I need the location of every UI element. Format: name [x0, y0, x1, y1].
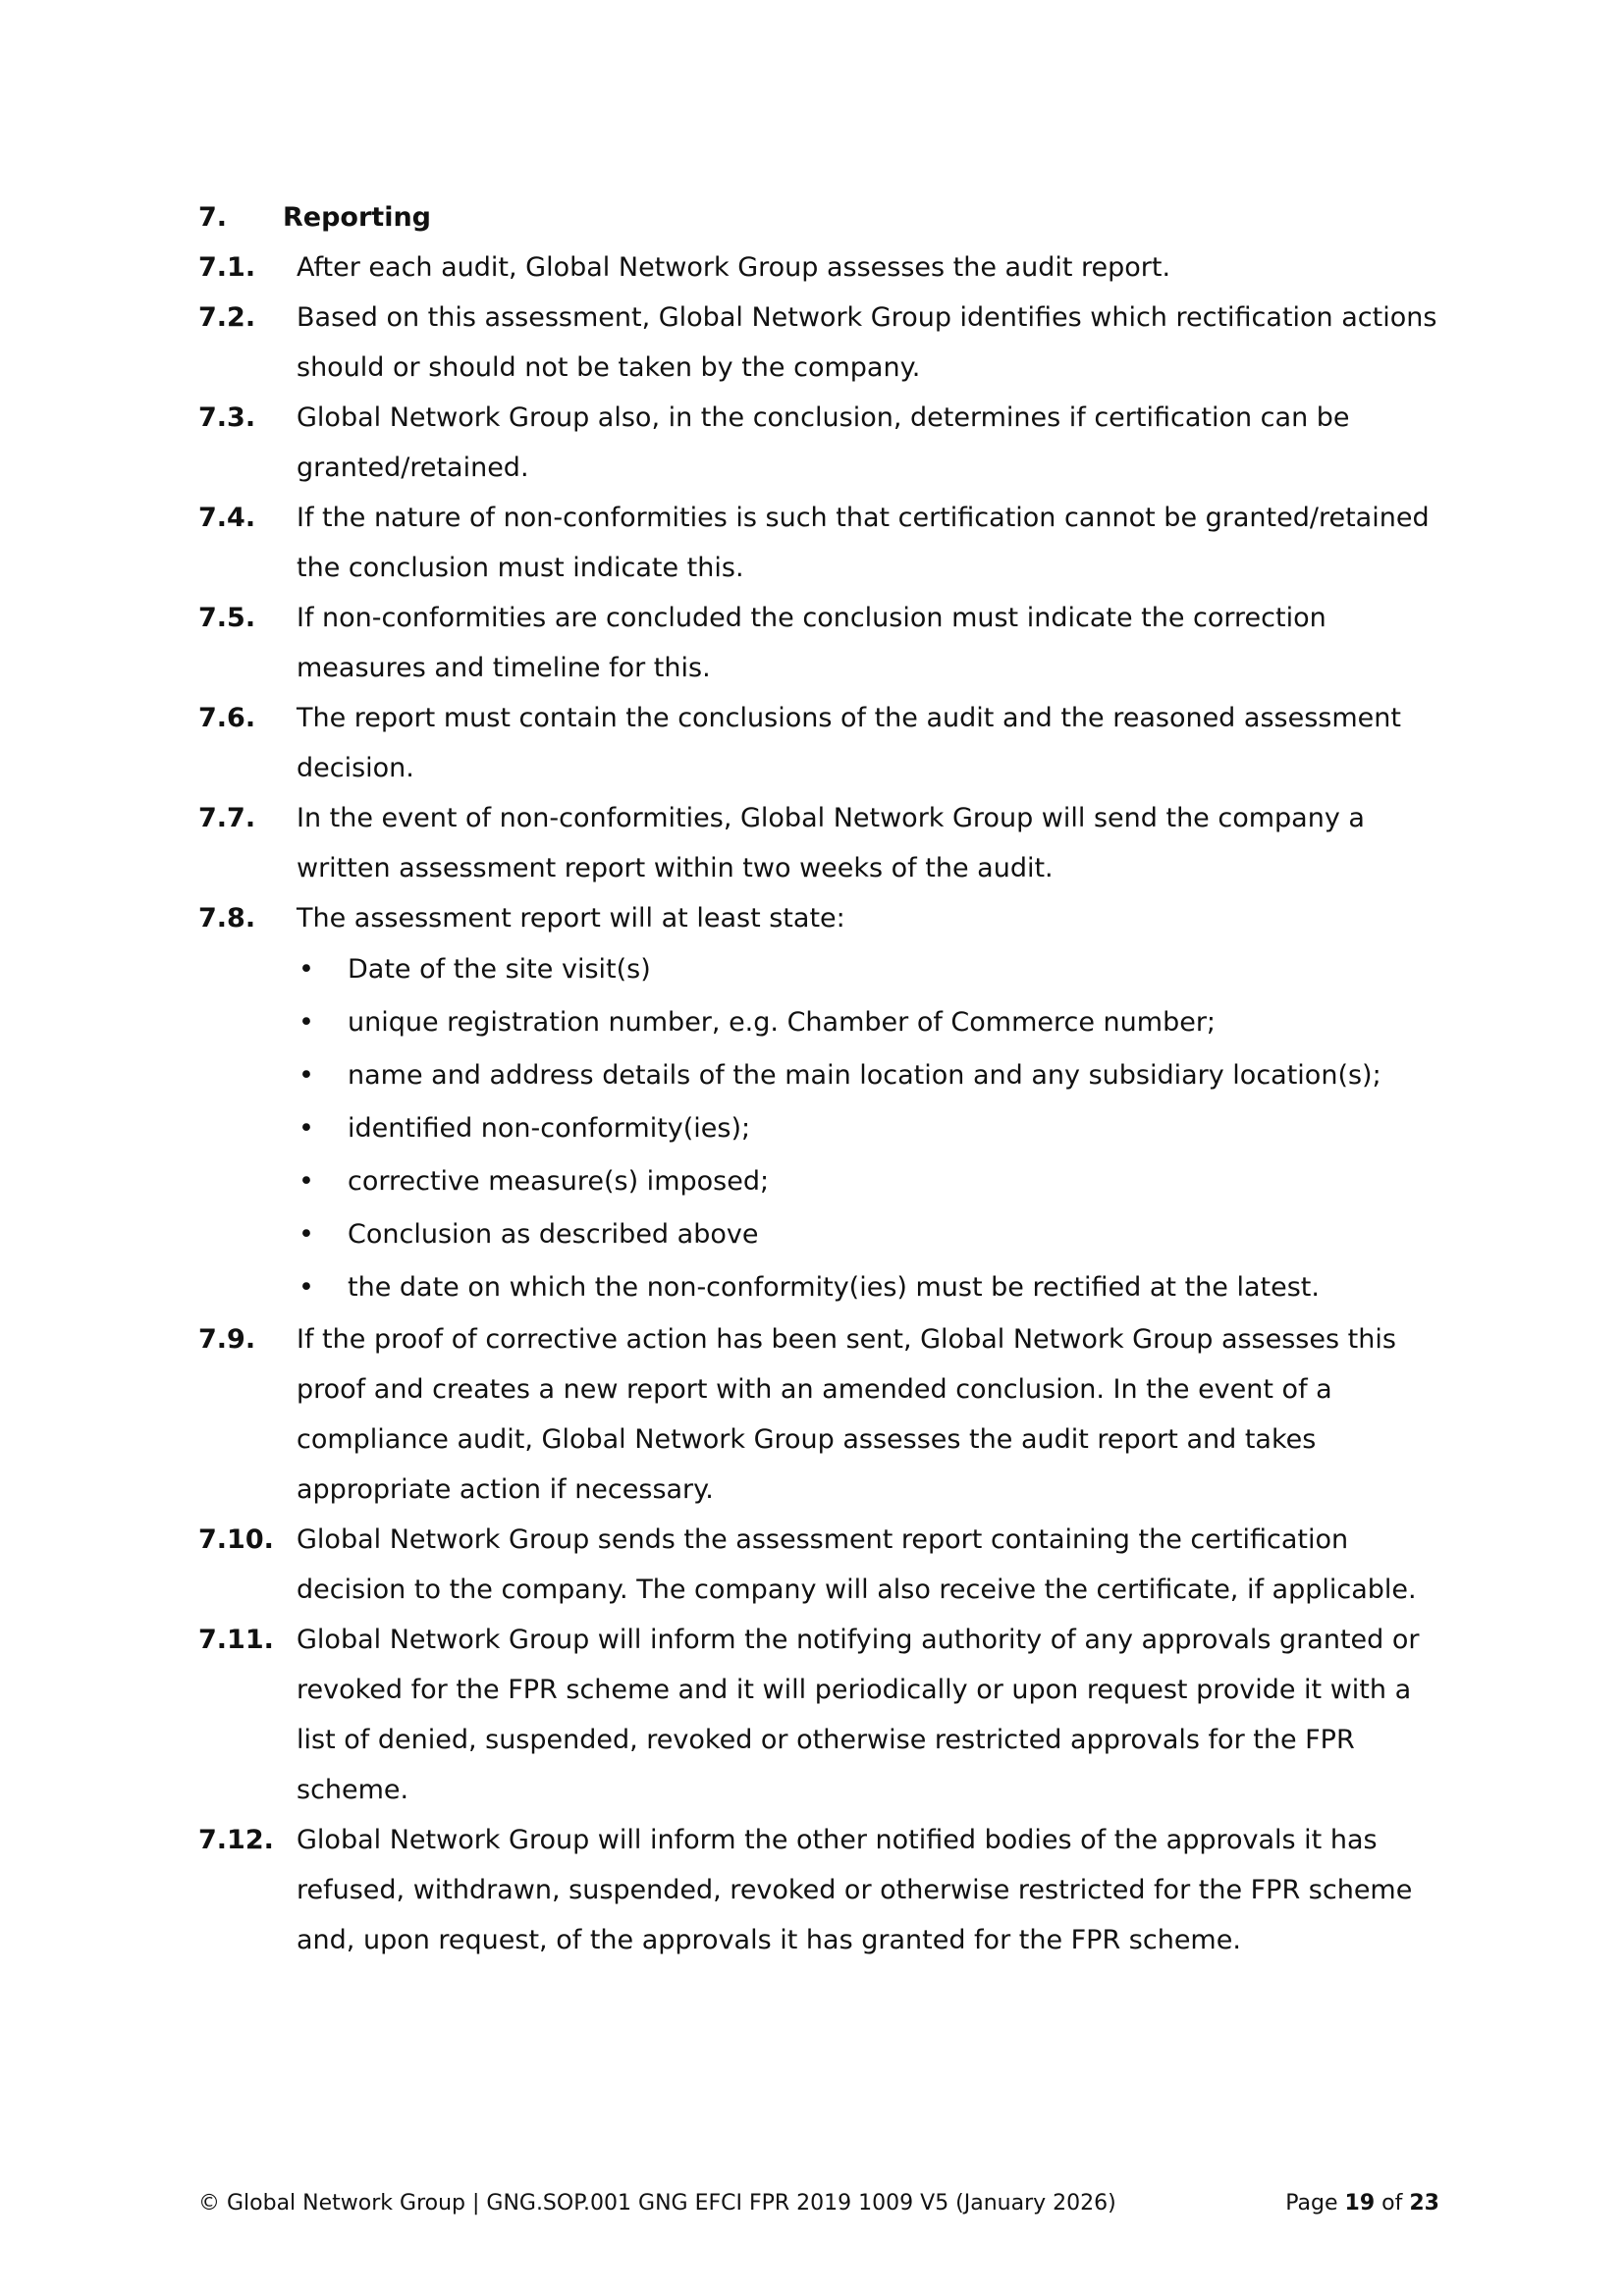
item-text: Global Network Group will inform the other notified bodies of the approvals it has refused, withdrawn, suspended, revoked or otherwise restricted for the FPR scheme and, upon request, of the approvals it has granted for the FPR scheme.	[297, 1825, 1413, 1955]
section-title: Reporting	[283, 202, 432, 233]
report-contents-list	[198, 943, 1445, 1314]
item-text: Global Network Group also, in the conclusion, determines if certification can be granted/retained.	[297, 402, 1350, 483]
bullet-item	[297, 1261, 1445, 1314]
item-number: 7.10.	[198, 1524, 274, 1555]
item-number: 7.6.	[198, 703, 256, 733]
list-item	[198, 793, 1445, 893]
item-number: 7.1.	[198, 252, 256, 283]
item-number: 7.11.	[198, 1625, 274, 1655]
bullet-text: identified non-conformity(ies);	[348, 1113, 751, 1144]
bullet-item	[297, 1208, 1445, 1261]
list-item	[198, 593, 1445, 693]
bullet-item	[297, 1049, 1445, 1102]
list-item	[198, 293, 1445, 393]
page-current: 19	[1344, 2191, 1376, 2216]
bullet-icon: •	[298, 1007, 314, 1038]
section-number: 7.	[198, 202, 228, 233]
bullet-item	[297, 996, 1445, 1049]
item-number: 7.7.	[198, 803, 256, 833]
bullet-text: Date of the site visit(s)	[348, 954, 651, 985]
list-item	[198, 1615, 1445, 1815]
list-item	[198, 1314, 1445, 1515]
item-text: Global Network Group sends the assessment report containing the certification decision to the company. The company will also receive the certificate, if applicable.	[297, 1524, 1417, 1605]
item-text: Based on this assessment, Global Network Group identifies which rectification actions should or should not be taken by the company.	[297, 302, 1437, 383]
bullet-icon: •	[298, 1219, 314, 1250]
bullet-icon: •	[298, 954, 314, 985]
item-text: If non-conformities are concluded the conclusion must indicate the correction measures and timeline for this.	[297, 603, 1326, 683]
item-text: If the proof of corrective action has been sent, Global Network Group assesses this proof and creates a new report with an amended conclusion. In the event of a compliance audit, Global Network Group assesses the audit report and takes appropriate action if necessary.	[297, 1324, 1396, 1505]
bullet-item	[297, 1102, 1445, 1155]
page-content	[198, 192, 1445, 1965]
item-number: 7.2.	[198, 302, 256, 333]
item-text: In the event of non-conformities, Global Network Group will send the company a written assessment report within two weeks of the audit.	[297, 803, 1365, 883]
bullet-item	[297, 1155, 1445, 1208]
section-heading	[198, 192, 1445, 242]
bullet-text: Conclusion as described above	[348, 1219, 759, 1250]
item-number: 7.3.	[198, 402, 256, 433]
list-item	[198, 242, 1445, 293]
item-text: The assessment report will at least state:	[297, 903, 845, 934]
item-number: 7.8.	[198, 903, 256, 934]
bullet-icon: •	[298, 1060, 314, 1091]
item-number: 7.12.	[198, 1825, 274, 1855]
bullet-icon: •	[298, 1166, 314, 1197]
bullet-text: the date on which the non-conformity(ies) must be rectified at the latest.	[348, 1272, 1320, 1303]
list-item	[198, 893, 1445, 943]
list-item	[198, 393, 1445, 493]
list-item	[198, 693, 1445, 793]
list-item	[198, 1815, 1445, 1965]
bullet-item	[297, 943, 1445, 996]
item-number: 7.9.	[198, 1324, 256, 1355]
bullet-icon: •	[298, 1113, 314, 1144]
bullet-text: corrective measure(s) imposed;	[348, 1166, 770, 1197]
page-total: 23	[1409, 2191, 1439, 2216]
bullet-text: unique registration number, e.g. Chamber of Commerce number;	[348, 1007, 1217, 1038]
page-label: Page	[1285, 2191, 1338, 2216]
page-footer	[198, 2191, 1439, 2216]
bullet-text: name and address details of the main location and any subsidiary location(s);	[348, 1060, 1381, 1091]
page-number	[1285, 2191, 1439, 2216]
footer-copyright: © Global Network Group | GNG.SOP.001 GNG EFCI FPR 2019 1009 V5 (January 2026)	[198, 2191, 1116, 2216]
item-number: 7.4.	[198, 503, 256, 533]
page-of: of	[1381, 2191, 1403, 2216]
bullet-icon: •	[298, 1272, 314, 1303]
item-text: If the nature of non-conformities is such that certification cannot be granted/retained the conclusion must indicate this.	[297, 503, 1430, 583]
item-text: The report must contain the conclusions of the audit and the reasoned assessment decision.	[297, 703, 1401, 783]
list-item	[198, 1515, 1445, 1615]
list-item	[198, 493, 1445, 593]
item-text: Global Network Group will inform the notifying authority of any approvals granted or revoked for the FPR scheme and it will periodically or upon request provide it with a list of denied, suspended, revoked or otherwise restricted approvals for the FPR scheme.	[297, 1625, 1420, 1805]
item-text: After each audit, Global Network Group assesses the audit report.	[297, 252, 1171, 283]
item-number: 7.5.	[198, 603, 256, 633]
